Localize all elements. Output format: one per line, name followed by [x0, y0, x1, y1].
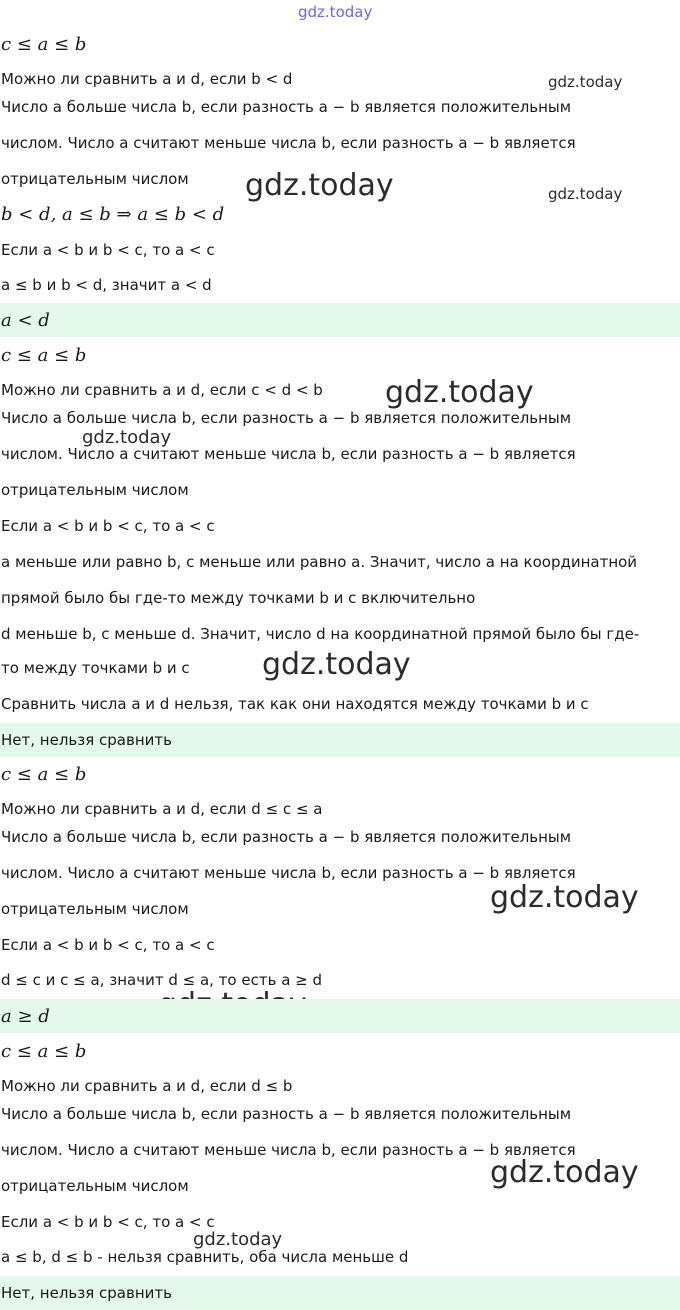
- question-line: Можно ли сравнить a и d, если d ≤ b: [1, 1077, 293, 1095]
- question-line: Можно ли сравнить a и d, если d ≤ c ≤ a: [1, 800, 323, 818]
- condition-line: c ≤ a ≤ b: [1, 344, 87, 366]
- answer-line: Нет, нельзя сравнить: [0, 723, 680, 757]
- rule-line: Если a < b и b < c, то a < c: [1, 936, 215, 954]
- rule-line: Число a больше числа b, если разность a − b является положительным: [1, 1105, 572, 1123]
- watermark-3: gdz.today: [245, 168, 394, 203]
- condition-line: c ≤ a ≤ b: [1, 33, 87, 55]
- rule-line: Если a < b и b < c, то a < c: [1, 1213, 215, 1231]
- rule-line: отрицательным числом: [1, 481, 189, 499]
- solution-line: прямой было бы где-то между точками b и c включительно: [1, 589, 476, 607]
- watermark-5: gdz.today: [82, 427, 172, 448]
- answer-line: a < d: [0, 303, 680, 337]
- watermark-9: gdz.today: [490, 1155, 639, 1190]
- rule-line: отрицательным числом: [1, 900, 189, 918]
- rule-line: отрицательным числом: [1, 1177, 189, 1195]
- rule-line: Число a больше числа b, если разность a − b является положительным: [1, 828, 572, 846]
- watermark-7: gdz.today: [490, 880, 639, 915]
- rule-line: Число a больше числа b, если разность a − b является положительным: [1, 409, 572, 427]
- question-line: Можно ли сравнить a и d, если c < d < b: [1, 381, 323, 399]
- rule-line: числом. Число a считают меньше числа b, если разность a − b является: [1, 864, 576, 882]
- watermark-4: gdz.today: [385, 375, 534, 410]
- solution-line: d меньше b, c меньше d. Значит, число d на координатной прямой было бы где-: [1, 625, 640, 643]
- solution-line: a ≤ b и b < d, значит a < d: [1, 276, 212, 294]
- watermark-10: gdz.today: [193, 1229, 283, 1250]
- solution-line: Сравнить числа a и d нельзя, так как они находятся между точками b и c: [1, 695, 589, 713]
- solution-line: то между точками b и c: [1, 659, 190, 677]
- answer-line: Нет, нельзя сравнить: [0, 1276, 680, 1310]
- condition-line: c ≤ a ≤ b: [1, 1040, 87, 1062]
- rule-line: отрицательным числом: [1, 170, 189, 188]
- solution-line: a меньше или равно b, c меньше или равно a. Значит, число a на координатной: [1, 553, 638, 571]
- solution-line: a ≤ b, d ≤ b - нельзя сравнить, оба числа меньше d: [1, 1248, 409, 1266]
- question-line: Можно ли сравнить a и d, если b < d: [1, 70, 293, 88]
- watermark-2: gdz.today: [548, 185, 623, 203]
- rule-line: числом. Число a считают меньше числа b, если разность a − b является: [1, 134, 576, 152]
- rule-line: Если a < b и b < c, то a < c: [1, 517, 215, 535]
- solution-line: d ≤ c и c ≤ a, значит d ≤ a, то есть a ≥ d: [1, 971, 323, 989]
- math-line: b < d, a ≤ b ⇒ a ≤ b < d: [1, 203, 225, 225]
- rule-line: Число a больше числа b, если разность a − b является положительным: [1, 98, 572, 116]
- condition-line: c ≤ a ≤ b: [1, 763, 87, 785]
- watermark-1: gdz.today: [548, 73, 623, 91]
- answer-line: a ≥ d: [0, 999, 680, 1033]
- rule-line: числом. Число a считают меньше числа b, если разность a − b является: [1, 445, 576, 463]
- rule-line: числом. Число a считают меньше числа b, если разность a − b является: [1, 1141, 576, 1159]
- watermark-6: gdz.today: [262, 647, 411, 682]
- watermark-top: gdz.today: [298, 3, 373, 21]
- rule-line: Если a < b и b < c, то a < c: [1, 241, 215, 259]
